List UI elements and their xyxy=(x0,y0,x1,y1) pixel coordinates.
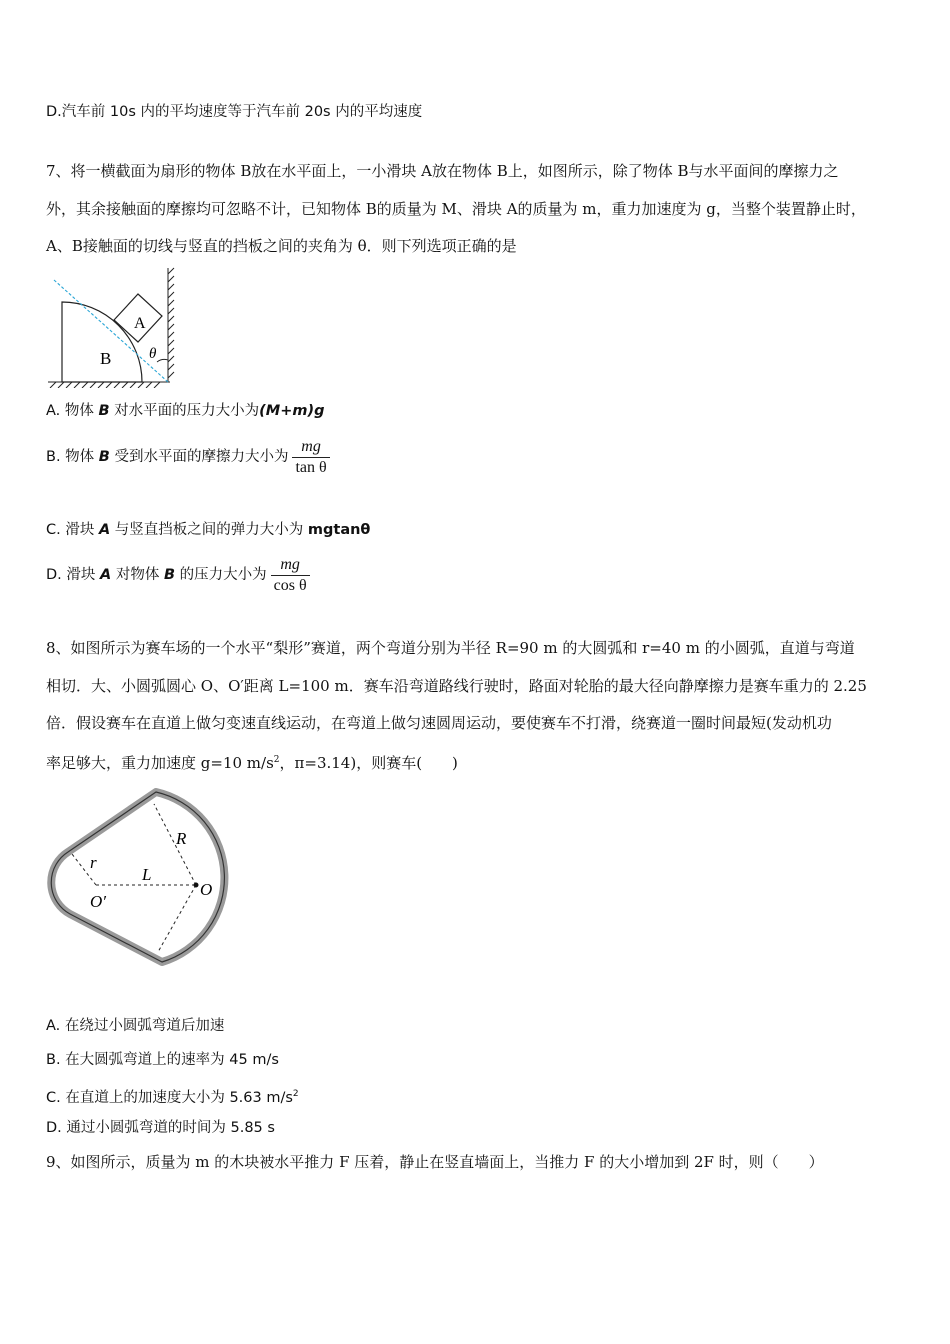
q7-option-c-var: A xyxy=(98,522,111,538)
q7-option-b-num: mg xyxy=(292,437,329,458)
q7-option-d-text: 的压力大小为 xyxy=(175,567,267,583)
q7-label-a: A xyxy=(134,315,146,332)
q7-option-c-prefix: C. 滑块 xyxy=(46,522,99,538)
q8-option-c-text: C. 在直道上的加速度大小为 5.63 m/s xyxy=(46,1089,293,1106)
q7-option-d-prefix: D. 滑块 xyxy=(46,567,100,583)
q7-label-theta: θ xyxy=(149,346,157,362)
q8-stem-line4-a: 率足够大，重力加速度 g=10 m/s xyxy=(46,754,274,772)
q7-option-a-expr: (M+m)g xyxy=(259,403,325,419)
q8-stem-line3: 倍．假设赛车在直道上做匀变速直线运动，在弯道上做匀速圆周运动，要使赛车不打滑，绕赛道一圈时间最短(发动机功 xyxy=(46,714,832,732)
q7-option-b-fraction xyxy=(292,437,329,478)
q7-option-d xyxy=(46,554,310,596)
q6-option-d: D.汽车前 10s 内的平均速度等于汽车前 20s 内的平均速度 xyxy=(46,104,423,120)
q7-option-d-den: cos θ xyxy=(273,576,307,594)
q8-option-a: A. 在绕过小圆弧弯道后加速 xyxy=(46,1018,225,1034)
q7-stem-line1: 7、将一横截面为扇形的物体 B放在水平面上，一小滑块 A放在物体 B上，如图所示，除了物体 B与水平面间的摩擦力之 xyxy=(46,162,839,180)
q7-label-b: B xyxy=(100,349,112,368)
q7-option-a xyxy=(46,401,325,421)
q8-stem-line4-b: ，π=3.14)，则赛车( ) xyxy=(279,754,458,772)
q7-option-b-text: 受到水平面的摩擦力大小为 xyxy=(109,449,289,465)
q7-option-d-var2: B xyxy=(163,567,176,583)
q8-label-center-big: O xyxy=(200,880,213,899)
q7-option-c xyxy=(46,520,370,540)
q7-option-c-expr: mgtanθ xyxy=(307,522,371,538)
q8-label-distance: L xyxy=(142,865,152,884)
q7-stem-line3: A、B接触面的切线与竖直的挡板之间的夹角为 θ．则下列选项正确的是 xyxy=(46,237,517,255)
q7-option-b xyxy=(46,436,330,478)
q7-option-d-var1: A xyxy=(100,567,112,583)
q7-option-d-fraction xyxy=(271,555,310,596)
q8-label-center-small: O′ xyxy=(90,892,106,911)
q8-label-big-radius: R xyxy=(176,829,187,848)
q7-option-c-text: 与竖直挡板之间的弹力大小为 xyxy=(110,522,308,538)
q7-option-d-num: mg xyxy=(271,555,310,576)
q8-stem-line2: 相切．大、小圆弧圆心 O、O′距离 L=100 m．赛车沿弯道路线行驶时，路面对轮胎的最大径向静摩擦力是赛车重力的 2.25 xyxy=(46,677,867,695)
q7-option-b-prefix: B. 物体 xyxy=(46,449,99,465)
q7-option-a-prefix: A. 物体 xyxy=(46,403,99,419)
q7-stem-line2: 外，其余接触面的摩擦均可忽略不计，已知物体 B的质量为 M、滑块 A的质量为 m，重力加速度为 g，当整个装置静止时， xyxy=(46,200,866,218)
q7-option-b-den: tan θ xyxy=(295,458,327,476)
q9-stem-line1: 9、如图所示，质量为 m 的木块被水平推力 F 压着，静止在竖直墙面上，当推力 F 的大小增加到 2F 时，则（ ） xyxy=(46,1153,824,1171)
q7-sector-figure xyxy=(44,266,184,388)
q7-option-b-var: B xyxy=(98,449,110,465)
q8-label-small-radius: r xyxy=(90,853,97,872)
q8-stem-line1: 8、如图所示为赛车场的一个水平“梨形”赛道，两个弯道分别为半径 R=90 m 的大圆弧和 r=40 m 的小圆弧，直道与弯道 xyxy=(46,639,855,657)
q8-option-c-sup: 2 xyxy=(292,1089,299,1099)
q7-option-d-mid: 对物体 xyxy=(111,567,164,583)
q7-option-a-text: 对水平面的压力大小为 xyxy=(109,403,260,419)
q8-stem-line4-sup: 2 xyxy=(273,755,280,765)
q8-stem-line4 xyxy=(46,750,458,773)
q8-option-c xyxy=(46,1084,299,1108)
q8-track-figure xyxy=(46,782,302,978)
q8-option-b: B. 在大圆弧弯道上的速率为 45 m/s xyxy=(46,1052,279,1068)
q7-option-a-var: B xyxy=(98,403,110,419)
q8-option-d: D. 通过小圆弧弯道的时间为 5.85 s xyxy=(46,1120,275,1136)
